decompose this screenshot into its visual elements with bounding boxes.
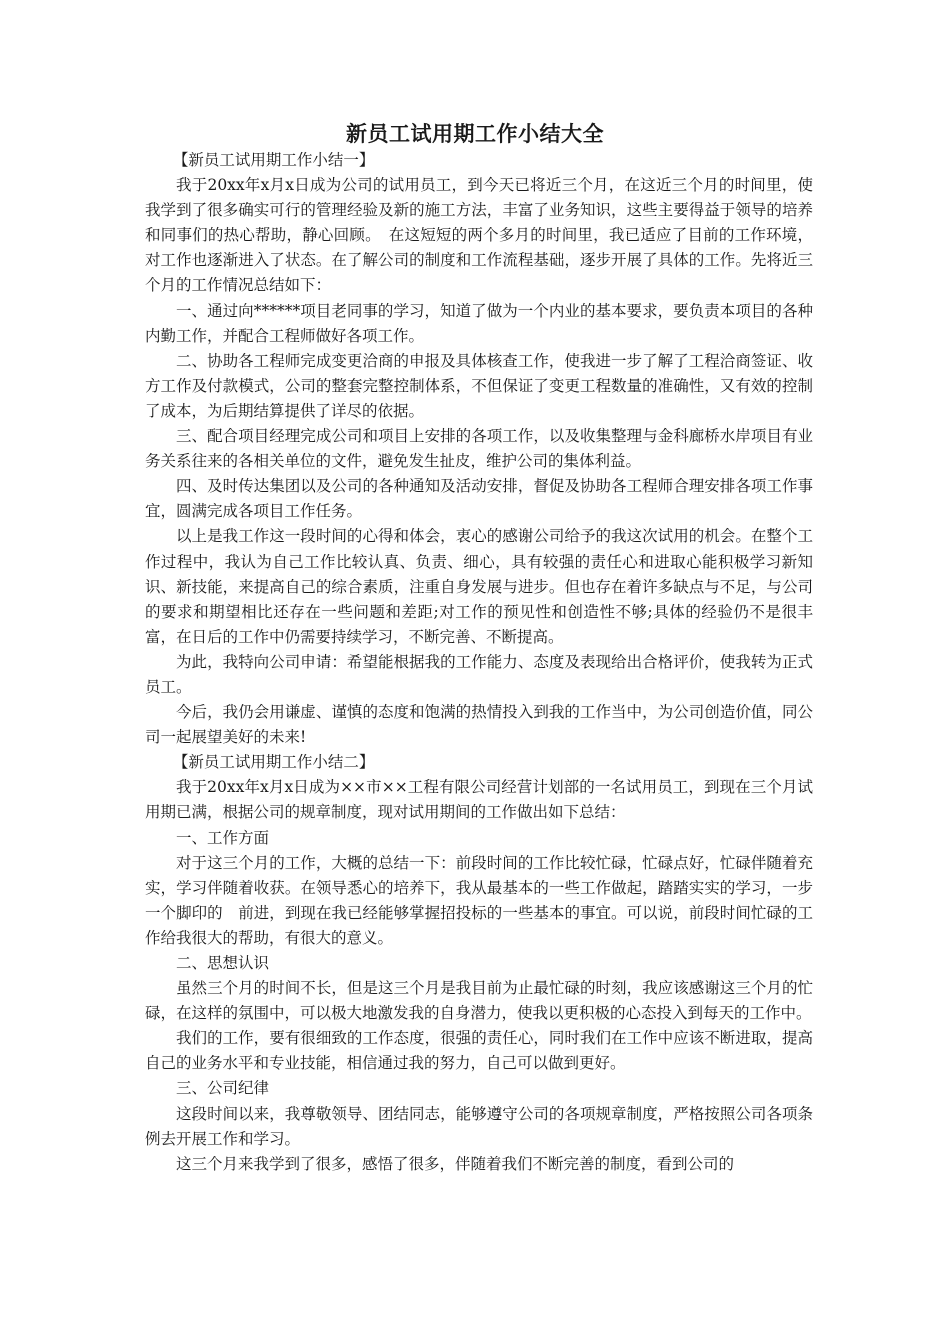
subheading: 二、思想认识 <box>176 954 270 972</box>
paragraph: 这段时间以来，我尊敬领导、团结同志，能够遵守公司的各项规章制度，严格按照公司各项条例去开展工作和学习。 <box>145 1104 813 1148</box>
paragraph: 以上是我工作这一段时间的心得和体会，衷心的感谢公司给予的我这次试用的机会。在整个工作过程中，我认为自己工作比较认真、负责、细心，具有较强的责任心和进取心能积极学习新知识、新技能，来提高自己的综合素质，注重自身发展与进步。但也存在着许多缺点与不足，与公司的要求和期望相比还存在一些问题和差距;对工作的预见性和创造性不够;具体的经验仍不是很丰富，在日后的工作中仍需要持续学习，不断完善、不断提高。 <box>145 527 813 646</box>
paragraph: 我于20xx年x月x日成为公司的试用员工，到今天已将近三个月，在这近三个月的时间里，使我学到了很多确实可行的管理经验及新的施工方法，丰富了业务知识，这些主要得益于领导的培养和同事们的热心帮助，静心回顾。 在这短短的两个多月的时间里，我已适应了目前的工作环境，对工作也逐渐进入了状态。在了解公司的制度和工作流程基础，逐步开展了具体的工作。先将近三个月的工作情况总结如下： <box>145 176 813 295</box>
paragraph: 四、及时传达集团以及公司的各种通知及活动安排，督促及协助各工程师合理安排各项工作事宜，圆满完成各项目工作任务。 <box>145 477 813 521</box>
section-heading-1: 【新员工试用期工作小结一】 <box>172 151 375 169</box>
section-heading-2: 【新员工试用期工作小结二】 <box>172 753 375 772</box>
document-title: 新员工试用期工作小结大全 <box>346 121 604 146</box>
paragraph: 这三个月来我学到了很多，感悟了很多，伴随着我们不断完善的制度，看到公司的 <box>176 1154 735 1173</box>
subheading: 一、工作方面 <box>176 828 270 847</box>
paragraph: 对于这三个月的工作，大概的总结一下：前段时间的工作比较忙碌，忙碌点好，忙碌伴随着充实，学习伴随着收获。在领导悉心的培养下，我从最基本的一些工作做起，踏踏实实的学习，一步一个脚印的 前进，到现在我已经能够掌握招投标的一些基本的事宜。可以说，前段时间忙碌的工作给我很大的帮助，有很大的意义。 <box>145 853 813 947</box>
paragraph: 三、配合项目经理完成公司和项目上安排的各项工作，以及收集整理与金科廊桥水岸项目有业务关系往来的各相关单位的文件，避免发生扯皮，维护公司的集体利益。 <box>145 427 813 471</box>
document-body <box>145 148 813 1177</box>
paragraph: 二、协助各工程师完成变更洽商的申报及具体核查工作，使我进一步了解了工程洽商签证、收方工作及付款模式，公司的整套完整控制体系，不但保证了变更工程数量的准确性，又有效的控制了成本，为后期结算提供了详尽的依据。 <box>145 351 813 420</box>
paragraph: 我们的工作，要有很细致的工作态度，很强的责任心，同时我们在工作中应该不断进取，提高自己的业务水平和专业技能，相信通过我的努力，自己可以做到更好。 <box>145 1029 813 1073</box>
paragraph: 一、通过向******项目老同事的学习，知道了做为一个内业的基本要求，要负责本项目的各种内勤工作，并配合工程师做好各项工作。 <box>145 301 813 345</box>
paragraph: 为此，我特向公司申请：希望能根据我的工作能力、态度及表现给出合格评价，使我转为正式员工。 <box>145 652 813 696</box>
paragraph: 我于20xx年x月x日成为××市××工程有限公司经营计划部的一名试用员工，到现在三个月试用期已满，根据公司的规章制度，现对试用期间的工作做出如下总结： <box>145 778 813 822</box>
subheading: 三、公司纪律 <box>176 1079 270 1098</box>
paragraph: 今后，我仍会用谦虚、谨慎的态度和饱满的热情投入到我的工作当中，为公司创造价值，同公司一起展望美好的未来! <box>145 703 813 747</box>
paragraph: 虽然三个月的时间不长，但是这三个月是我目前为止最忙碌的时刻，我应该感谢这三个月的忙碌，在这样的氛围中，可以极大地激发我的自身潜力，使我以更积极的心态投入到每天的工作中。 <box>145 979 813 1023</box>
